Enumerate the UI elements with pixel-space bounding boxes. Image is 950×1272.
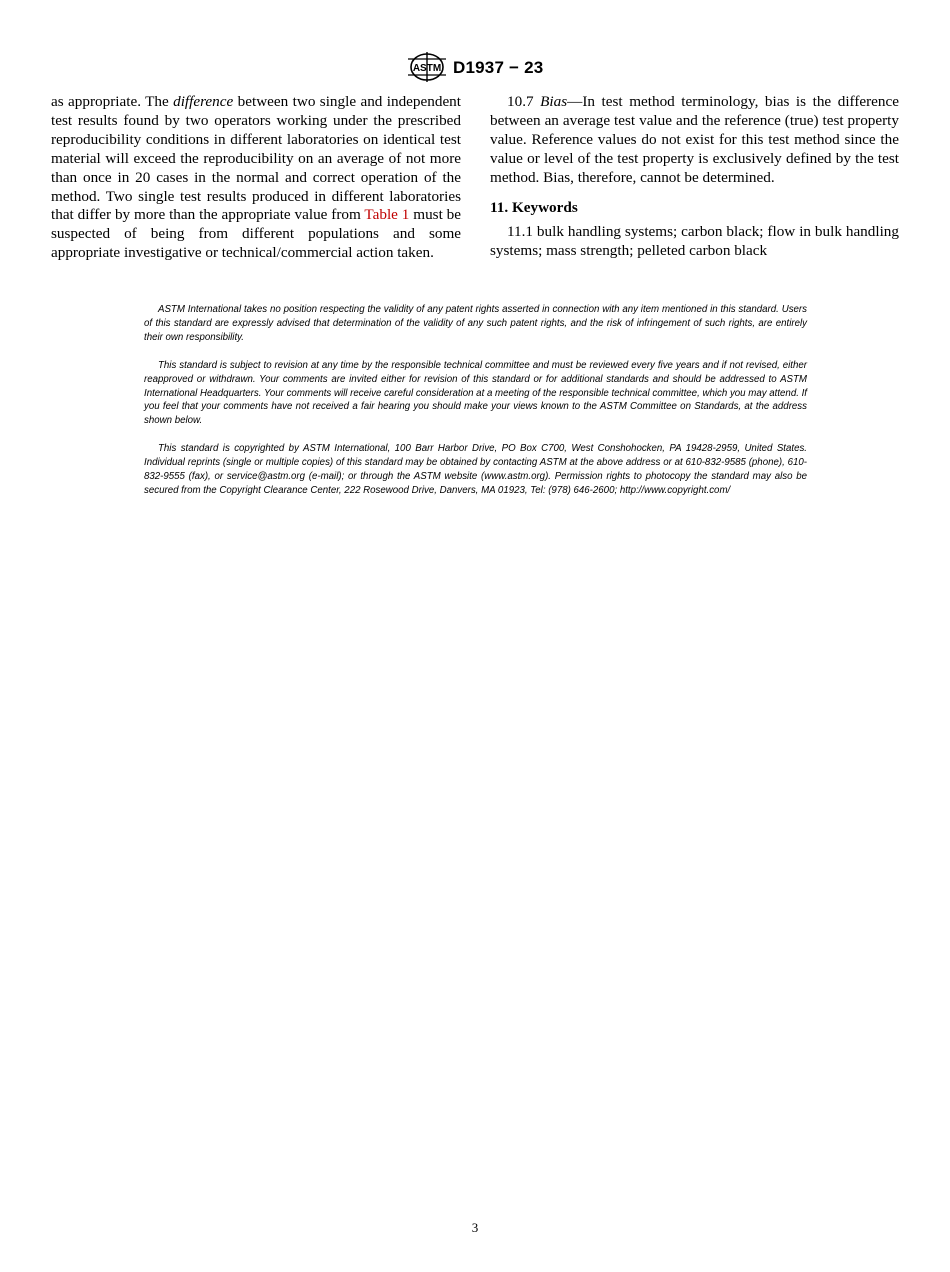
bias-term: Bias	[540, 93, 568, 110]
text-segment: as appropriate. The	[51, 93, 174, 110]
revision-notice: This standard is subject to revision at any time by the responsible technical committee and must be reviewed every five years and if not revised, either reapproved or withdrawn. Your comments are invited either for revision of this standard or for additional standards and should be addressed to ASTM International Headquarters. Your comments will receive careful consideration at a meeting of the responsible technical committee, which you may attend. If you feel that your comments have not received a fair hearing you should make your views known to the ASTM Committee on Standards, at the address shown below.	[144, 359, 807, 427]
left-column	[51, 93, 461, 263]
text-segment: between two single and independent test results found by two operators working under the prescribed reproducibility conditions in different laboratories on identical test material will exceed the reproducibility on an average of not more than once in 20 cases in the normal and correct operation of the method. Two single test results produced in different laboratories that differ by more than the appropriate value from	[51, 93, 461, 224]
logo-text: ASTM	[412, 63, 442, 74]
difference-term: difference	[173, 93, 234, 110]
table-1-link[interactable]: Table 1	[364, 206, 410, 224]
copyright-notice: This standard is copyrighted by ASTM International, 100 Barr Harbor Drive, PO Box C700, West Conshohocken, PA 19428-2959, United States. Individual reprints (single or multiple copies) of this standard may be obtained by contacting ASTM at the above address or at 610-832-9585 (phone), 610-832-9555 (fax), or service@astm.org (e-mail); or through the ASTM website (www.astm.org). Permission rights to photocopy the standard may also be secured from the Copyright Clearance Center, 222 Rosewood Drive, Danvers, MA 01923, Tel: (978) 646-2600; http://www.copyright.com/	[144, 443, 807, 496]
patent-notice: ASTM International takes no position respecting the validity of any patent rights asserted in connection with any item mentioned in this standard. Users of this standard are expressly advised that determination of the validity of any such patent rights, and the risk of infringement of such rights, are entirely their own responsibility.	[144, 304, 807, 343]
legal-notices	[144, 303, 807, 512]
right-column	[490, 93, 899, 261]
bias-text: —In test method terminology, bias is the difference between an average test value and the reference (true) test property value. Reference values do not exist for this test method since the value or level of the test property is exclusively defined by the test method. Bias, therefore, cannot be determined.	[490, 93, 900, 186]
keywords-heading: 11. Keywords	[490, 198, 578, 216]
astm-logo-icon	[407, 50, 447, 84]
page-header	[0, 50, 950, 84]
bias-paragraph	[490, 93, 899, 188]
reproducibility-paragraph	[51, 93, 461, 263]
bias-section-number: 10.7	[507, 93, 541, 110]
page-number: 3	[471, 1220, 479, 1235]
keywords-paragraph: 11.1 bulk handling systems; carbon black; flow in bulk handling systems; mass strength; pelleted carbon black	[490, 223, 899, 260]
text-segment: must be suspected of being from different populations and some appropriate investigative or technical/commercial action taken.	[51, 206, 461, 262]
standard-designation: D1937 − 23	[453, 58, 544, 77]
